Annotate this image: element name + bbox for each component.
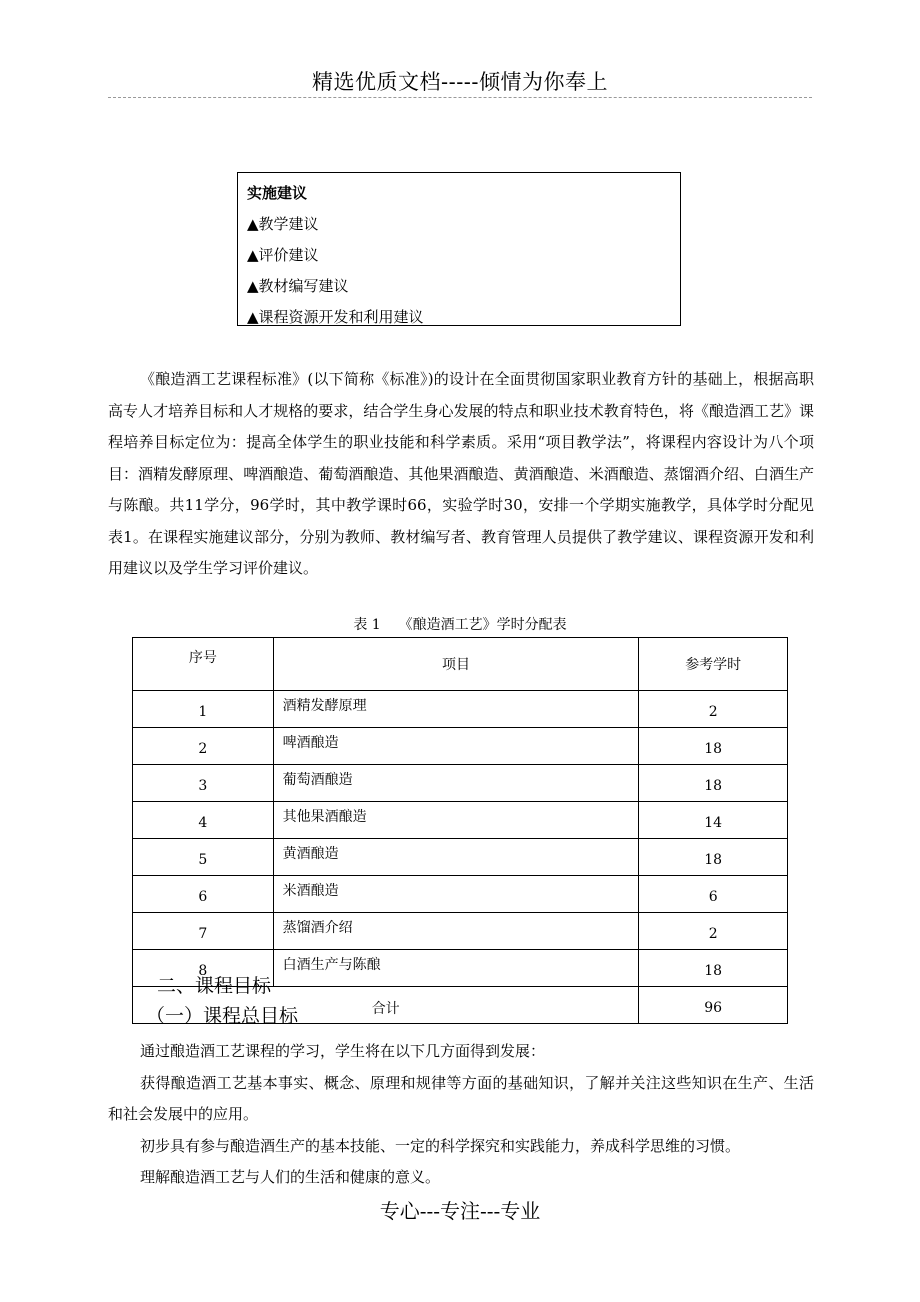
row-item: 啤酒酿造 <box>273 728 639 765</box>
row-hours: 18 <box>639 728 788 765</box>
row-item: 蒸馏酒介绍 <box>273 913 639 950</box>
section-paragraph: 获得酿造酒工艺基本事实、概念、原理和规律等方面的基础知识，了解并关注这些知识在生产、生活和社会发展中的应用。 <box>108 1073 814 1123</box>
row-seq: 6 <box>133 876 274 913</box>
page-header-title: 精选优质文档-----倾情为你奉上 <box>312 70 608 94</box>
header-hours: 参考学时 <box>639 638 788 691</box>
box-item-textbook: ▲教材编写建议 <box>247 277 349 295</box>
implementation-suggestions-box <box>237 172 681 326</box>
row-seq: 8 <box>133 950 274 987</box>
row-seq: 3 <box>133 765 274 802</box>
row-hours: 18 <box>639 839 788 876</box>
table-row <box>133 691 788 728</box>
row-item: 黄酒酿造 <box>273 839 639 876</box>
table-caption-number: 表 1 <box>353 617 381 633</box>
table-caption-title: 《酿造酒工艺》学时分配表 <box>398 617 567 633</box>
section-subheading: （一）课程总目标 <box>146 1005 299 1027</box>
total-value: 96 <box>639 987 788 1024</box>
row-seq: 4 <box>133 802 274 839</box>
section-paragraph: 理解酿造酒工艺与人们的生活和健康的意义。 <box>140 1168 441 1186</box>
section-paragraph: 通过酿造酒工艺课程的学习，学生将在以下几方面得到发展： <box>140 1042 546 1060</box>
header-item: 项目 <box>273 638 639 691</box>
table-caption <box>0 614 920 634</box>
box-title: 实施建议 <box>247 184 308 202</box>
table-row <box>133 765 788 802</box>
header-seq: 序号 <box>133 638 274 691</box>
box-item-resources: ▲课程资源开发和利用建议 <box>247 308 424 326</box>
row-hours: 18 <box>639 950 788 987</box>
table-row <box>133 802 788 839</box>
hours-allocation-table <box>132 637 788 1024</box>
page-footer: 专心---专注---专业 <box>379 1199 541 1223</box>
header-divider <box>108 97 812 98</box>
total-label: 合计 <box>133 987 639 1024</box>
row-hours: 18 <box>639 765 788 802</box>
row-item: 米酒酿造 <box>273 876 639 913</box>
box-item-teaching: ▲教学建议 <box>247 215 319 233</box>
row-seq: 2 <box>133 728 274 765</box>
section-heading: 二、课程目标 <box>157 975 272 997</box>
table-row <box>133 913 788 950</box>
section-paragraph: 初步具有参与酿造酒生产的基本技能、一定的科学探究和实践能力，养成科学思维的习惯。 <box>140 1136 741 1155</box>
row-item: 葡萄酒酿造 <box>273 765 639 802</box>
row-hours: 6 <box>639 876 788 913</box>
row-seq: 1 <box>133 691 274 728</box>
row-item: 其他果酒酿造 <box>273 802 639 839</box>
row-seq: 5 <box>133 839 274 876</box>
table-row <box>133 839 788 876</box>
table-row <box>133 876 788 913</box>
section-body <box>108 1036 814 1194</box>
row-seq: 7 <box>133 913 274 950</box>
row-hours: 2 <box>639 691 788 728</box>
row-item: 白酒生产与陈酿 <box>273 950 639 987</box>
table-header-row <box>133 638 788 691</box>
row-hours: 2 <box>639 913 788 950</box>
box-item-evaluation: ▲评价建议 <box>247 246 319 264</box>
intro-paragraph: 《酿造酒工艺课程标准》(以下简称《标准》)的设计在全面贯彻国家职业教育方针的基础上，根据高职高专人才培养目标和人才规格的要求，结合学生身心发展的特点和职业技术教育特色，将《酿造酒工艺》课程培养目标定位为：提高全体学生的职业技能和科学素质。采用“项目教学法”，将课程内容设计为八个项目：酒精发酵原理、啤酒酿造、葡萄酒酿造、其他果酒酿造、黄酒酿造、米酒酿造、蒸馏酒介绍、白酒生产与陈酿。共11学分，96学时，其中教学课时66，实验学时30，安排一个学期实施教学，具体学时分配见表1。在课程实施建议部分，分别为教师、教材编写者、教育管理人员提供了教学建议、课程资源开发和利用建议以及学生学习评价建议。 <box>108 370 814 577</box>
row-item: 酒精发酵原理 <box>273 691 639 728</box>
row-hours: 14 <box>639 802 788 839</box>
table-row <box>133 728 788 765</box>
